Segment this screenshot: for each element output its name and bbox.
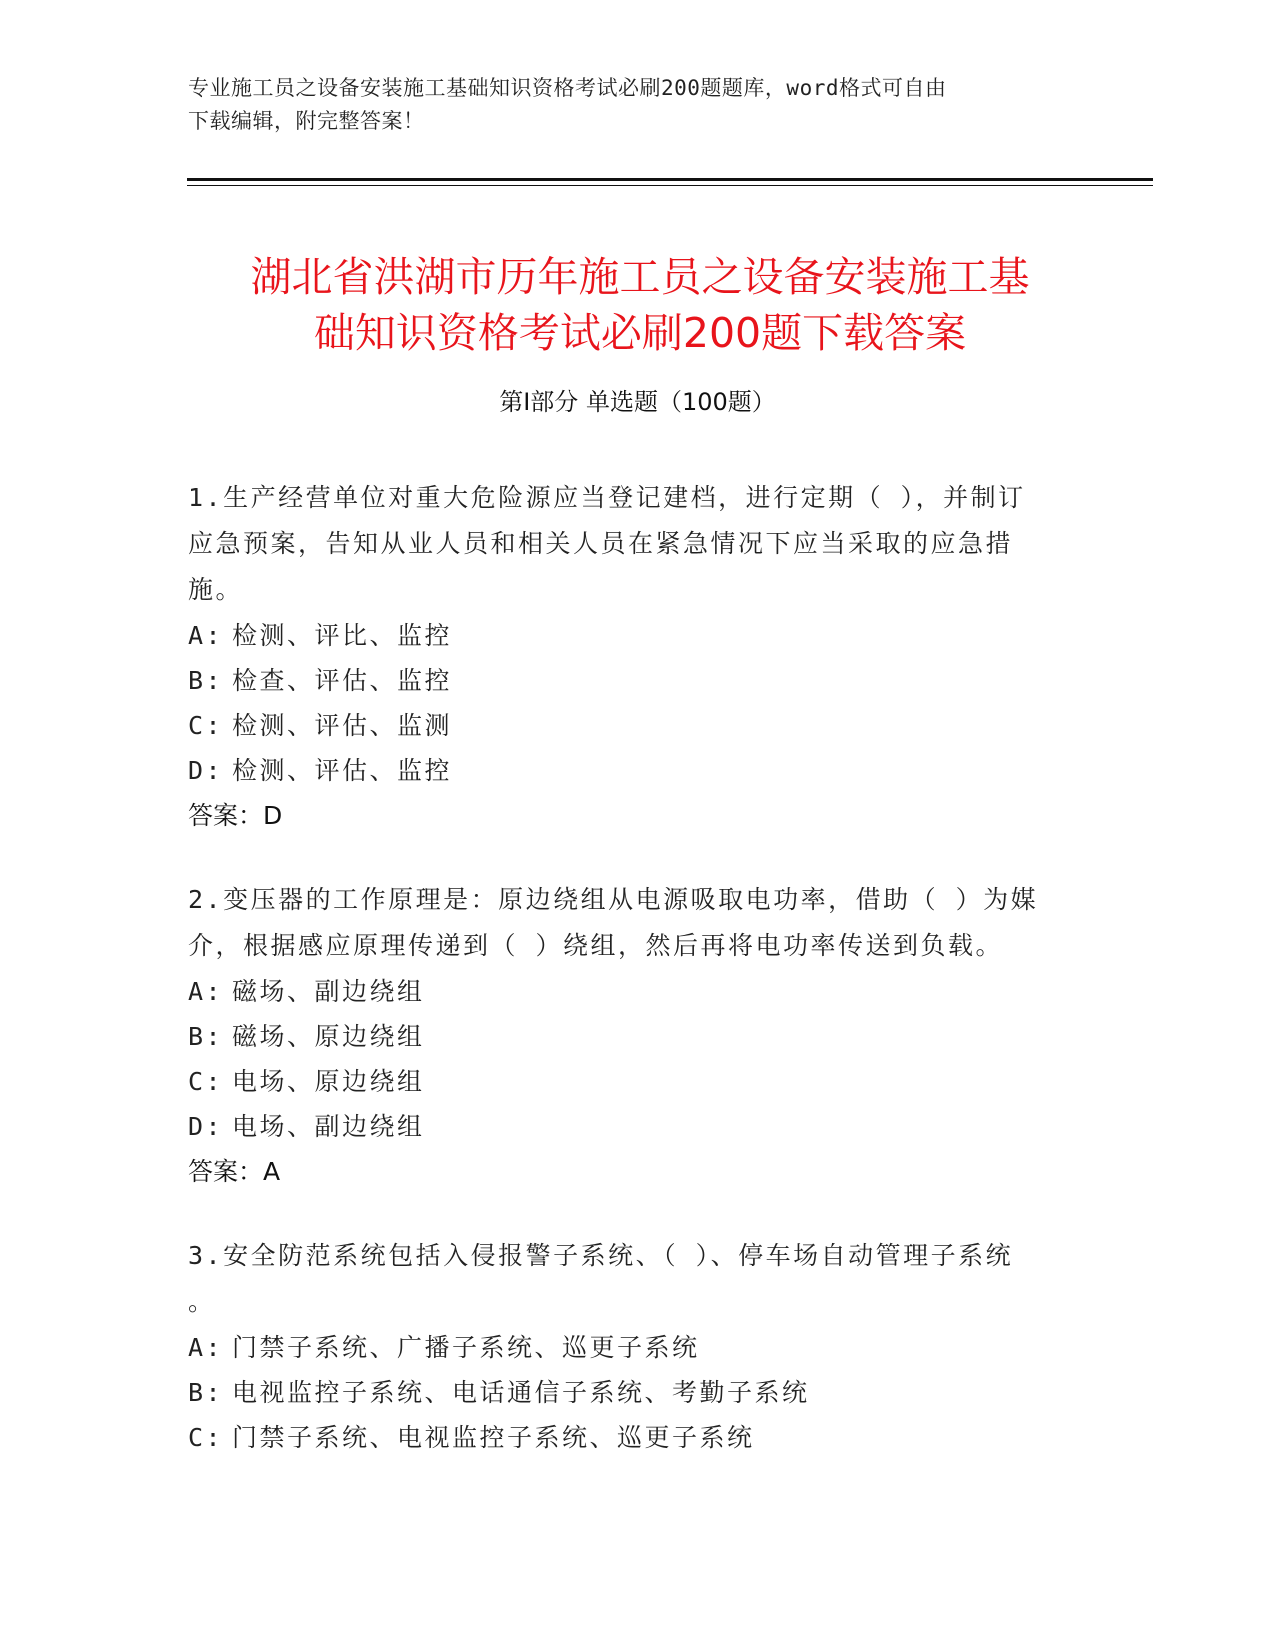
option-key: A:	[188, 1333, 224, 1362]
question-stem-line: 1.生产经营单位对重大危险源应当登记建档，进行定期（ ），并制订	[188, 483, 1026, 512]
question-stem-line: 介，根据感应原理传递到（ ）绕组，然后再将电功率传送到负载。	[188, 931, 1004, 960]
answer-option	[188, 658, 1068, 703]
option-key: B:	[188, 1378, 224, 1407]
question-stem-line: 3.安全防范系统包括入侵报警子系统、（ ）、停车场自动管理子系统	[188, 1241, 1014, 1270]
answer-option	[188, 748, 1068, 793]
document-title-line: 础知识资格考试必刷200题下载答案	[313, 309, 967, 358]
answer-option	[188, 1104, 1068, 1149]
document-title-line: 湖北省洪湖市历年施工员之设备安装施工基	[250, 253, 1030, 302]
option-text: 电视监控子系统、电话通信子系统、考勤子系统	[232, 1378, 810, 1407]
option-text: 电场、原边绕组	[232, 1067, 425, 1096]
option-text: 磁场、原边绕组	[232, 1022, 425, 1051]
answer-option	[188, 969, 1068, 1014]
option-key: C:	[188, 1423, 224, 1452]
option-key: A:	[188, 621, 224, 650]
question-stem	[188, 877, 1068, 969]
option-text: 检测、评估、监控	[232, 756, 453, 785]
option-key: B:	[188, 1022, 224, 1051]
question-stem	[188, 475, 1068, 613]
option-text: 检测、评比、监控	[232, 621, 453, 650]
option-text: 门禁子系统、广播子系统、巡更子系统	[232, 1333, 700, 1362]
option-key: D:	[188, 1112, 224, 1141]
question-stem	[188, 1233, 1068, 1325]
answer-option	[188, 703, 1068, 748]
section-title: 第Ⅰ部分 单选题（100题）	[499, 388, 776, 416]
option-text: 检测、评估、监测	[232, 711, 453, 740]
question-block	[188, 877, 1068, 1195]
question-list	[188, 475, 1068, 1498]
header-divider	[187, 178, 1153, 181]
option-text: 门禁子系统、电视监控子系统、巡更子系统	[232, 1423, 755, 1452]
option-key: A:	[188, 977, 224, 1006]
option-key: C:	[188, 1067, 224, 1096]
answer-key: 答案：A	[188, 1157, 281, 1186]
document-title	[170, 249, 1110, 361]
answer-option	[188, 613, 1068, 658]
header-divider-thin	[187, 185, 1153, 186]
question-stem-line: 应急预案，告知从业人员和相关人员在紧急情况下应当采取的应急措	[188, 529, 1014, 558]
option-text: 电场、副边绕组	[232, 1112, 425, 1141]
question-stem-line: 2.变压器的工作原理是：原边绕组从电源吸取电功率，借助（ ）为媒	[188, 885, 1039, 914]
question-block	[188, 1233, 1068, 1460]
option-key: B:	[188, 666, 224, 695]
header-note	[188, 72, 1068, 138]
header-note-line: 专业施工员之设备安装施工基础知识资格考试必刷200题题库，word格式可自由	[188, 76, 947, 100]
question-stem-line: 。	[188, 1287, 216, 1316]
answer-option	[188, 1370, 1068, 1415]
question-block	[188, 475, 1068, 839]
answer-option	[188, 1415, 1068, 1460]
option-key: D:	[188, 756, 224, 785]
answer-option	[188, 1059, 1068, 1104]
answer-key: 答案：D	[188, 801, 283, 830]
question-stem-line: 施。	[188, 575, 244, 604]
answer-option	[188, 1325, 1068, 1370]
option-text: 检查、评估、监控	[232, 666, 453, 695]
header-note-line: 下载编辑，附完整答案！	[188, 109, 425, 133]
option-key: C:	[188, 711, 224, 740]
answer-option	[188, 1014, 1068, 1059]
option-text: 磁场、副边绕组	[232, 977, 425, 1006]
